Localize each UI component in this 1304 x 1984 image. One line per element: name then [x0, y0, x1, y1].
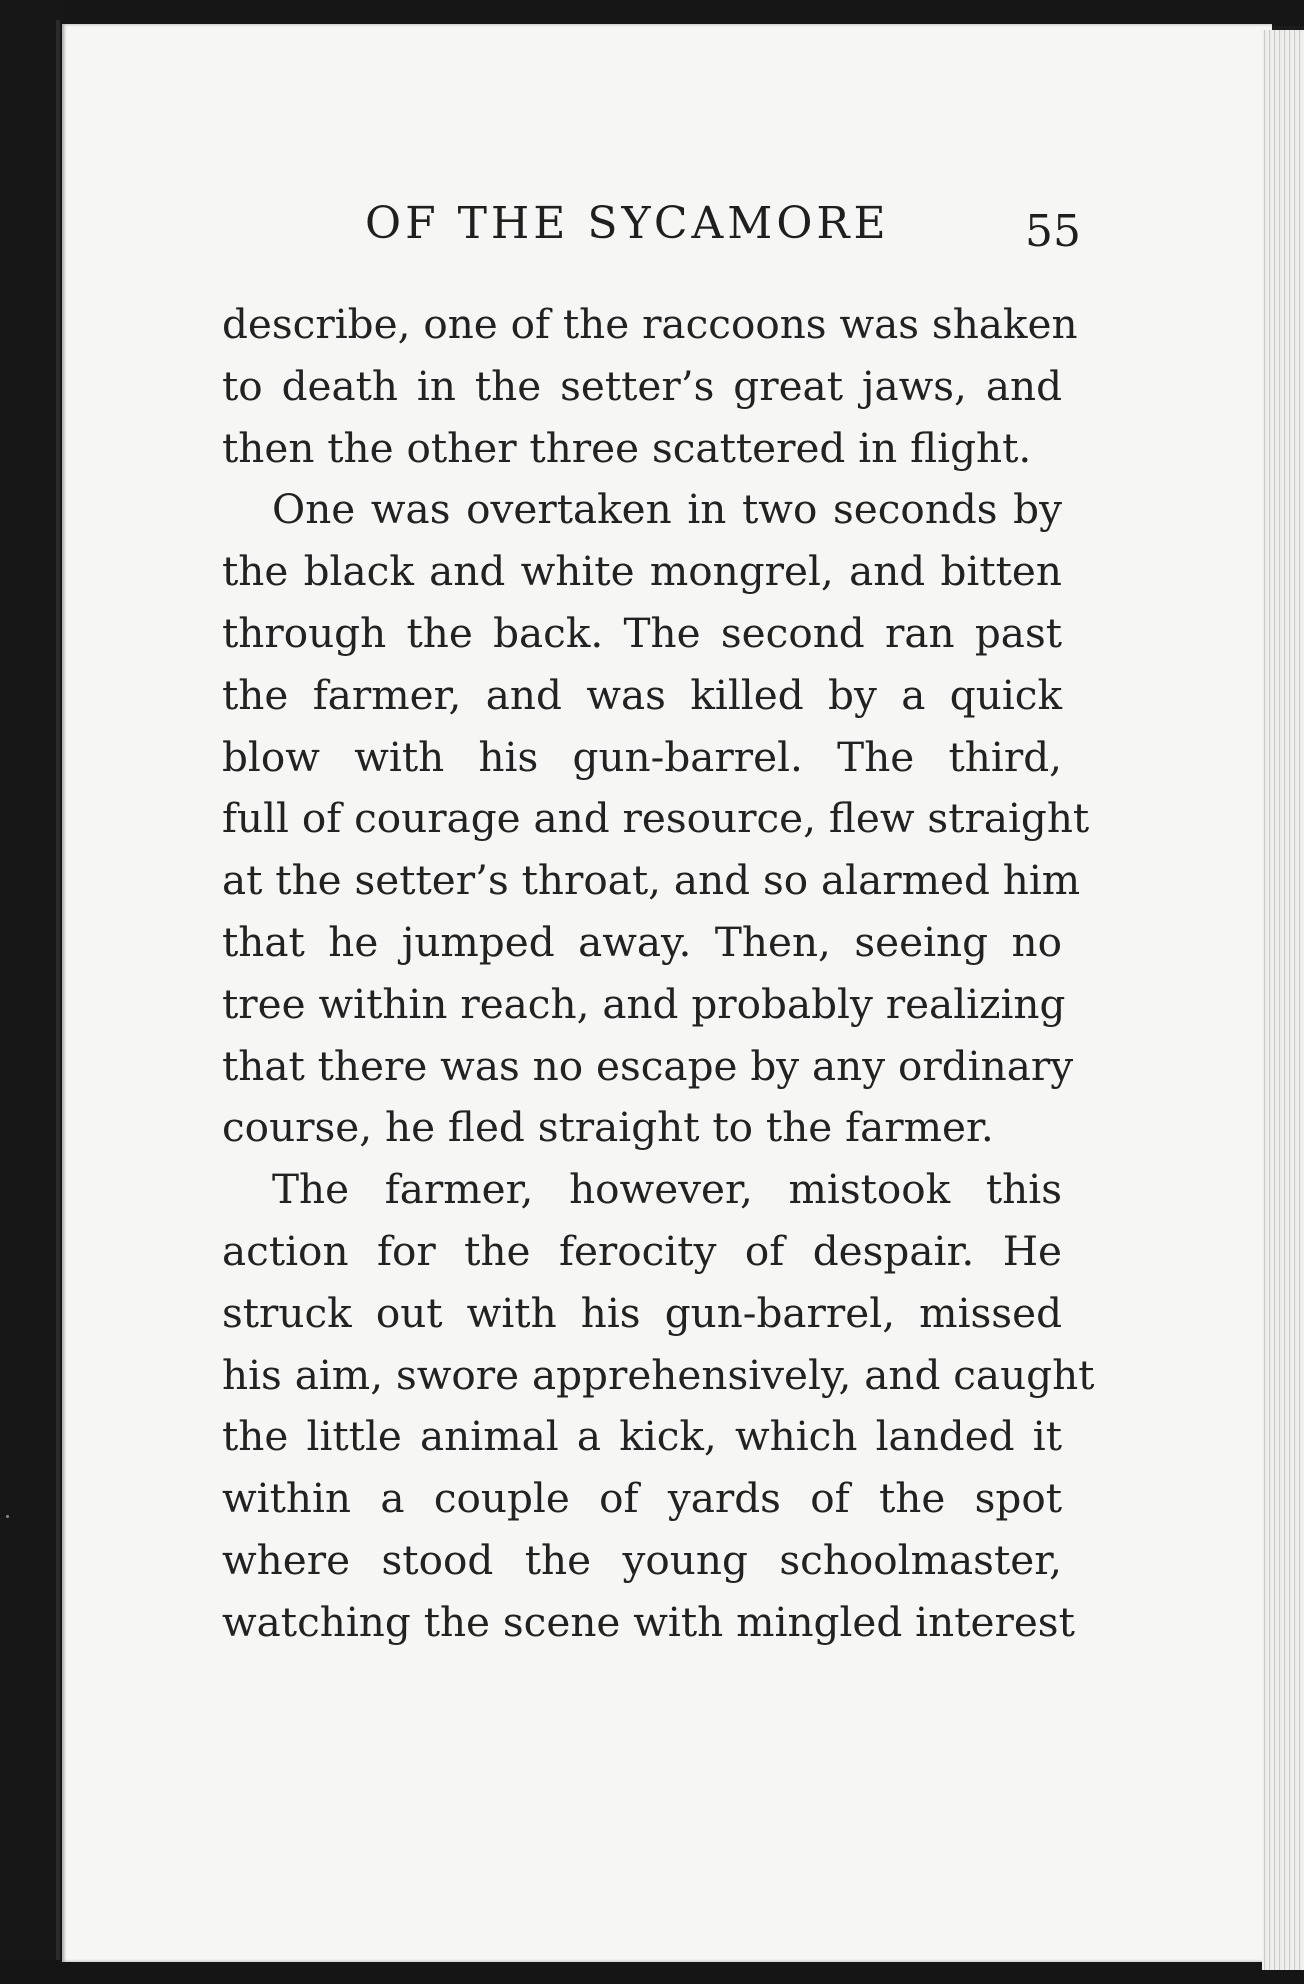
text-line: the black and white mongrel, and bitten [222, 547, 1062, 596]
body-text [222, 294, 1095, 1654]
text-line: describe, one of the raccoons was shaken [222, 300, 1078, 348]
text-line: that there was no escape by any ordinary [222, 1041, 1074, 1090]
page-number: 55 [1025, 206, 1081, 257]
text-line: course, he fled straight to the farmer. [222, 1103, 994, 1152]
text-line: the farmer, and was killed by a quick [222, 670, 1062, 719]
book-binding-bottom [0, 1960, 1304, 1984]
text-line: full of courage and resource, flew straight [222, 794, 1090, 843]
book-binding-top [0, 0, 1304, 26]
text-line: that he jumped away. Then, seeing no [222, 917, 1062, 966]
text-line: action for the ferocity of despair. He [222, 1226, 1062, 1275]
page-edges [1262, 30, 1304, 1970]
text-line: at the setter’s throat, and so alarmed him [222, 856, 1081, 905]
text-line: tree within reach, and probably realizing [222, 979, 1066, 1028]
text-line: The farmer, however, mistook this [272, 1165, 1062, 1214]
text-line: blow with his gun-barrel. The third, [222, 732, 1062, 781]
text-line: his aim, swore apprehensively, and caught [222, 1350, 1095, 1399]
text-line: the little animal a kick, which landed it [222, 1412, 1062, 1461]
text-line: to death in the setter’s great jaws, and [222, 361, 1062, 410]
text-line: One was overtaken in two seconds by [272, 485, 1062, 534]
text-line: where stood the young schoolmaster, [222, 1535, 1062, 1584]
text-line: within a couple of yards of the spot [222, 1474, 1062, 1523]
running-head: OF THE SYCAMORE [365, 198, 890, 249]
text-line: through the back. The second ran past [222, 608, 1062, 657]
margin-speck [6, 1515, 9, 1518]
page-header [365, 198, 1081, 258]
text-line: watching the scene with mingled interest [222, 1597, 1075, 1646]
text-line: then the other three scattered in flight. [222, 423, 1032, 472]
binding-edge [56, 20, 60, 1970]
book-binding-left [0, 0, 62, 1984]
text-line: struck out with his gun-barrel, missed [222, 1288, 1062, 1337]
